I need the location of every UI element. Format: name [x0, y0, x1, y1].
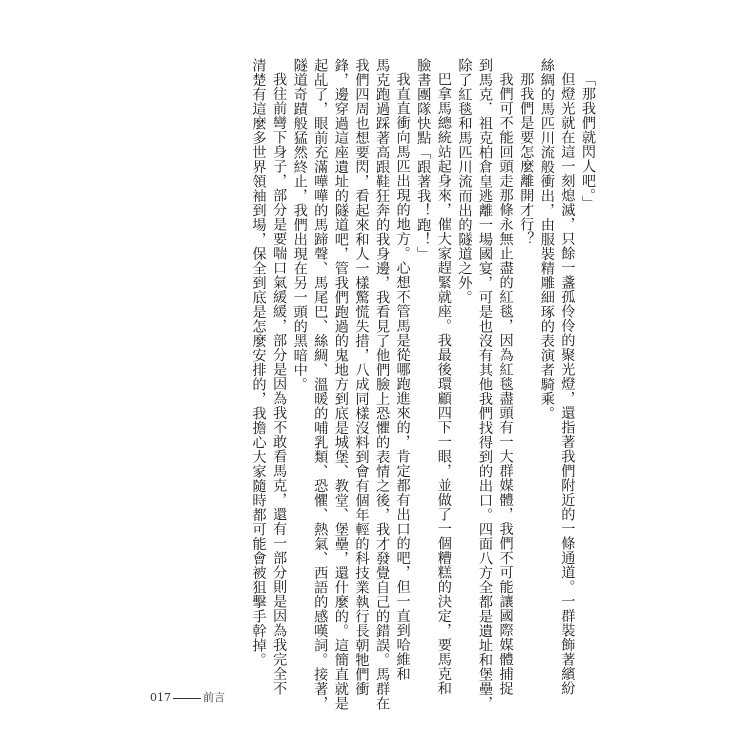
text-column: 我往前彎下身子，部分是要喘口氣緩緩，部分是因為我不敢看馬克，還有一部分則是因為我完全不 [271, 72, 288, 696]
text-column: 清楚有這麼多世界領袖到場，保全到底是怎麼安排的，我擔心大家隨時都可能會被狙擊手幹掉。 [250, 58, 267, 667]
text-column: 到馬克．祖克柏倉皇逃離一場國宴，可是也沒有其他我們找得到的出口。四面八方全都是遺址和堡壘， [477, 58, 494, 711]
footer-dash [173, 698, 201, 699]
text-column: 鋒，邊穿過這座遺址的隧道吧，管我們跑過的鬼地方到底是城堡、教堂、堡壘，還什麼的。這簡直就是 [332, 58, 349, 711]
text-column: 馬克跑過踩著高跟鞋狂奔的我身邊，我看見了他們臉上恐懼的表情之後，我才發覺自己的錯誤。馬群在 [374, 58, 391, 711]
text-column: 巴拿馬總統站起身來，催大家趕緊就座。我最後環顧四下一眼，並做了一個糟糕的決定，要馬克和 [435, 72, 452, 696]
text-column: 絲綢的馬匹川流般衝出，由服裝精雕細琢的表演者騎乘。 [538, 58, 555, 421]
text-column: 我們可不能回頭走那條永無止盡的紅毯，因為紅毯盡頭有一大群媒體，我們不可能讓國際媒體捕捉 [497, 72, 514, 696]
text-column: 起乩了，眼前充滿嘩嘩的馬蹄聲、馬尾巴、絲綢、溫暖的哺乳類、恐懼、熱氣、西語的感嘆詞。接著， [312, 58, 329, 711]
text-column: 我直直衝向馬匹出現的地方。心想不管馬是從哪跑進來的，肯定都有出口的吧，但一直到哈維和 [394, 72, 411, 681]
text-column: 那我們是要怎麼離開才行？ [518, 72, 535, 246]
page-footer [150, 689, 225, 705]
text-column: 「那我們就閃人吧。」 [580, 72, 596, 210]
section-title: 前言 [203, 691, 225, 704]
text-column: 我們四周也想要閃，看起來和人一樣驚慌失措，八成同樣沒料到會有個年輕的科技業執行長朝牠們衝 [353, 58, 370, 696]
text-column: 除了紅毯和馬匹川流而出的隧道之外。 [456, 58, 473, 305]
text-column: 但燈光就在這一刻熄滅，只餘一盞孤伶伶的聚光燈，還指著我們附近的一條通道。一群裝飾著繽紛 [559, 72, 576, 696]
text-column: 臉書團隊快點「跟著我！跑！」 [415, 58, 432, 261]
text-column: 隧道奇蹟般猛然終止，我們出現在另一頭的黑暗中。 [291, 58, 308, 392]
page-number: 017 [150, 691, 171, 704]
vertical-text-body [248, 58, 598, 711]
